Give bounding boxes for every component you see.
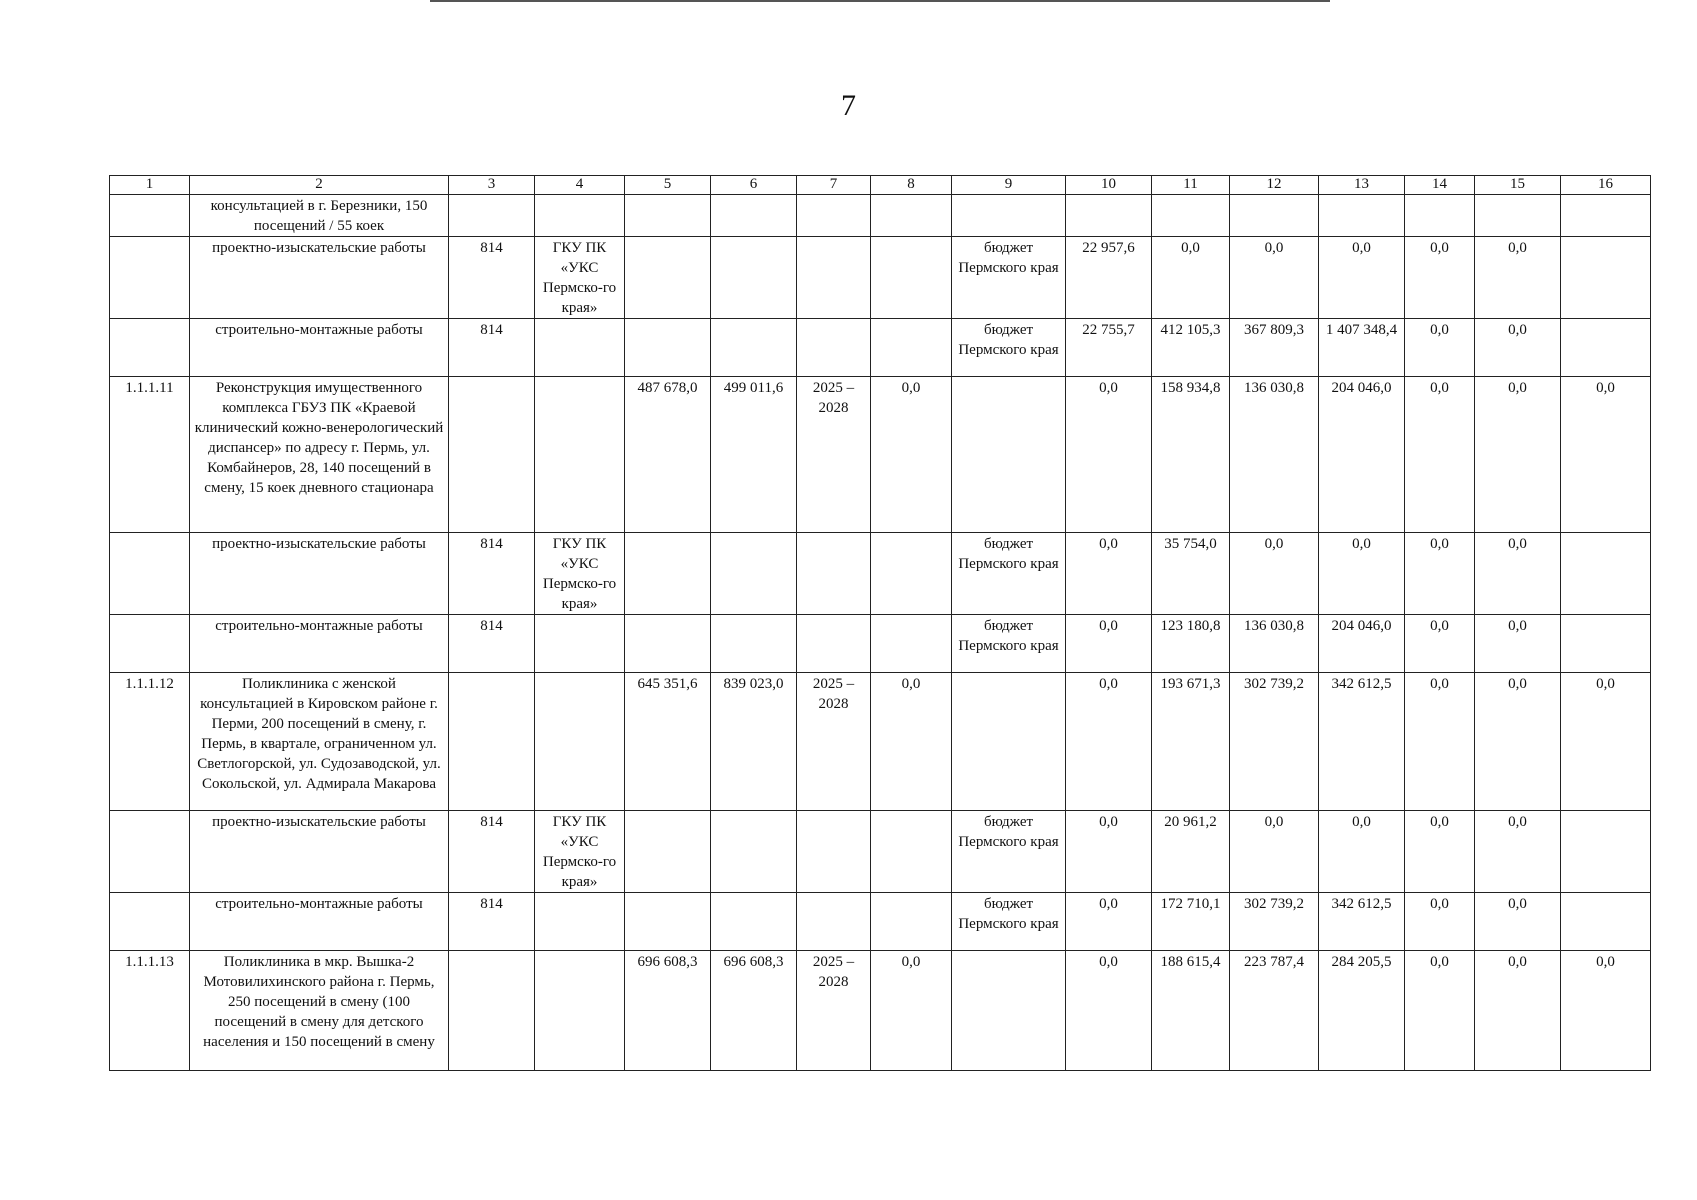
value-cell	[1475, 195, 1561, 237]
source-cell: бюджет Пермского края	[952, 237, 1066, 319]
value-cell	[1230, 195, 1319, 237]
value-cell: 302 739,2	[1230, 893, 1319, 951]
value-cell: 0,0	[1066, 615, 1152, 673]
cost-cell: 487 678,0	[625, 377, 711, 533]
value-cell: 0,0	[871, 673, 952, 811]
value-cell: 0,0	[1561, 673, 1651, 811]
value-cell: 0,0	[1066, 533, 1152, 615]
row-number: 1.1.1.12	[110, 673, 190, 811]
value-cell: 0,0	[1405, 893, 1475, 951]
column-header: 7	[797, 176, 871, 195]
source-cell: бюджет Пермского края	[952, 811, 1066, 893]
value-cell: 412 105,3	[1152, 319, 1230, 377]
table-row	[110, 319, 1651, 377]
value-cell: 1 407 348,4	[1319, 319, 1405, 377]
budget-table	[109, 175, 1651, 1071]
column-header: 12	[1230, 176, 1319, 195]
value-cell: 0,0	[1405, 237, 1475, 319]
source-cell: бюджет Пермского края	[952, 319, 1066, 377]
value-cell	[1561, 237, 1651, 319]
column-header: 9	[952, 176, 1066, 195]
scan-edge-line	[430, 0, 1330, 2]
executor-cell: ГКУ ПК «УКС Пермско-го края»	[535, 533, 625, 615]
executor-cell	[535, 951, 625, 1071]
table-body	[110, 176, 1651, 1071]
cost-cell: 696 608,3	[625, 951, 711, 1071]
code-cell: 814	[449, 533, 535, 615]
cost-cell	[625, 893, 711, 951]
period-cell: 2025 – 2028	[797, 377, 871, 533]
value-cell	[1561, 533, 1651, 615]
executor-cell	[535, 319, 625, 377]
column-header: 13	[1319, 176, 1405, 195]
value-cell: 0,0	[1405, 377, 1475, 533]
value-cell: 0,0	[1066, 811, 1152, 893]
source-cell	[952, 951, 1066, 1071]
row-number	[110, 237, 190, 319]
item-name: проектно-изыскательские работы	[190, 811, 449, 893]
code-cell: 814	[449, 893, 535, 951]
executor-cell	[535, 377, 625, 533]
value-cell: 204 046,0	[1319, 615, 1405, 673]
value-cell: 0,0	[1475, 811, 1561, 893]
period-cell: 2025 – 2028	[797, 673, 871, 811]
value-cell: 0,0	[1066, 673, 1152, 811]
cost-cell: 839 023,0	[711, 673, 797, 811]
cost-cell	[711, 893, 797, 951]
value-cell: 0,0	[1319, 533, 1405, 615]
value-cell: 0,0	[1561, 951, 1651, 1071]
cost-cell	[711, 533, 797, 615]
table-row	[110, 533, 1651, 615]
table-row	[110, 951, 1651, 1071]
cost-cell	[625, 533, 711, 615]
table-row	[110, 195, 1651, 237]
value-cell: 123 180,8	[1152, 615, 1230, 673]
value-cell: 0,0	[1475, 237, 1561, 319]
code-cell: 814	[449, 811, 535, 893]
value-cell: 35 754,0	[1152, 533, 1230, 615]
item-name: Реконструкция имущественного комплекса ГБУЗ ПК «Краевой клинический кожно-венерологический диспансер» по адресу г. Пермь, ул. Комбайнеров, 28, 140 посещений в смену, 15 коек дневного стационара	[190, 377, 449, 533]
value-cell: 0,0	[1475, 673, 1561, 811]
executor-cell: ГКУ ПК «УКС Пермско-го края»	[535, 237, 625, 319]
item-name: строительно-монтажные работы	[190, 893, 449, 951]
value-cell	[871, 893, 952, 951]
value-cell: 0,0	[1066, 951, 1152, 1071]
column-number-row	[110, 176, 1651, 195]
value-cell: 0,0	[871, 377, 952, 533]
column-header: 11	[1152, 176, 1230, 195]
code-cell: 814	[449, 319, 535, 377]
table-row	[110, 615, 1651, 673]
value-cell: 342 612,5	[1319, 673, 1405, 811]
row-number	[110, 319, 190, 377]
cost-cell	[625, 615, 711, 673]
column-header: 16	[1561, 176, 1651, 195]
table-row	[110, 811, 1651, 893]
code-cell	[449, 195, 535, 237]
value-cell: 0,0	[1405, 533, 1475, 615]
value-cell: 0,0	[1405, 673, 1475, 811]
period-cell	[797, 893, 871, 951]
cost-cell	[625, 195, 711, 237]
table-row	[110, 377, 1651, 533]
table-row	[110, 893, 1651, 951]
value-cell: 158 934,8	[1152, 377, 1230, 533]
value-cell: 0,0	[1152, 237, 1230, 319]
value-cell: 0,0	[1475, 615, 1561, 673]
code-cell: 814	[449, 237, 535, 319]
item-name: проектно-изыскательские работы	[190, 237, 449, 319]
source-cell	[952, 673, 1066, 811]
row-number	[110, 811, 190, 893]
row-number: 1.1.1.11	[110, 377, 190, 533]
value-cell	[871, 237, 952, 319]
period-cell: 2025 – 2028	[797, 951, 871, 1071]
value-cell: 0,0	[1475, 893, 1561, 951]
period-cell	[797, 615, 871, 673]
value-cell: 342 612,5	[1319, 893, 1405, 951]
period-cell	[797, 533, 871, 615]
code-cell	[449, 951, 535, 1071]
value-cell: 22 957,6	[1066, 237, 1152, 319]
item-name: консультацией в г. Березники, 150 посещений / 55 коек	[190, 195, 449, 237]
value-cell: 0,0	[1475, 319, 1561, 377]
cost-cell	[711, 319, 797, 377]
column-header: 4	[535, 176, 625, 195]
value-cell: 0,0	[1475, 951, 1561, 1071]
value-cell	[1561, 811, 1651, 893]
value-cell	[1561, 195, 1651, 237]
value-cell: 136 030,8	[1230, 377, 1319, 533]
value-cell: 0,0	[1230, 533, 1319, 615]
executor-cell	[535, 195, 625, 237]
value-cell: 0,0	[1405, 319, 1475, 377]
column-header: 5	[625, 176, 711, 195]
value-cell	[1066, 195, 1152, 237]
code-cell	[449, 673, 535, 811]
column-header: 3	[449, 176, 535, 195]
value-cell: 302 739,2	[1230, 673, 1319, 811]
cost-cell	[711, 811, 797, 893]
value-cell: 0,0	[1475, 377, 1561, 533]
column-header: 14	[1405, 176, 1475, 195]
value-cell: 0,0	[1475, 533, 1561, 615]
value-cell	[871, 533, 952, 615]
value-cell: 0,0	[1405, 951, 1475, 1071]
value-cell: 136 030,8	[1230, 615, 1319, 673]
value-cell: 0,0	[1066, 893, 1152, 951]
column-header: 8	[871, 176, 952, 195]
period-cell	[797, 811, 871, 893]
item-name: проектно-изыскательские работы	[190, 533, 449, 615]
source-cell: бюджет Пермского края	[952, 615, 1066, 673]
value-cell: 193 671,3	[1152, 673, 1230, 811]
executor-cell	[535, 615, 625, 673]
value-cell	[1561, 615, 1651, 673]
value-cell	[1152, 195, 1230, 237]
column-header: 15	[1475, 176, 1561, 195]
value-cell	[1561, 893, 1651, 951]
source-cell: бюджет Пермского края	[952, 893, 1066, 951]
item-name: строительно-монтажные работы	[190, 319, 449, 377]
value-cell: 22 755,7	[1066, 319, 1152, 377]
cost-cell	[625, 319, 711, 377]
source-cell: бюджет Пермского края	[952, 533, 1066, 615]
value-cell	[871, 615, 952, 673]
value-cell	[1319, 195, 1405, 237]
value-cell: 284 205,5	[1319, 951, 1405, 1071]
item-name: Поликлиника с женской консультацией в Кировском районе г. Перми, 200 посещений в смену, г. Пермь, в квартале, ограниченном ул. Светлогорской, ул. Судозаводской, ул. Сокольской, ул. Адмирала Макарова	[190, 673, 449, 811]
row-number	[110, 195, 190, 237]
value-cell: 367 809,3	[1230, 319, 1319, 377]
value-cell: 172 710,1	[1152, 893, 1230, 951]
column-header: 6	[711, 176, 797, 195]
column-header: 10	[1066, 176, 1152, 195]
executor-cell	[535, 673, 625, 811]
executor-cell	[535, 893, 625, 951]
executor-cell: ГКУ ПК «УКС Пермско-го края»	[535, 811, 625, 893]
period-cell	[797, 319, 871, 377]
cost-cell	[711, 237, 797, 319]
value-cell: 0,0	[1405, 615, 1475, 673]
value-cell	[871, 195, 952, 237]
value-cell: 223 787,4	[1230, 951, 1319, 1071]
cost-cell	[711, 615, 797, 673]
value-cell: 0,0	[1230, 237, 1319, 319]
item-name: Поликлиника в мкр. Вышка-2 Мотовилихинского района г. Пермь, 250 посещений в смену (100 посещений в смену для детского населения и 150 посещений в смену	[190, 951, 449, 1071]
code-cell: 814	[449, 615, 535, 673]
value-cell: 0,0	[1066, 377, 1152, 533]
code-cell	[449, 377, 535, 533]
value-cell: 0,0	[1230, 811, 1319, 893]
page-number: 7	[841, 89, 856, 122]
value-cell: 204 046,0	[1319, 377, 1405, 533]
table-row	[110, 237, 1651, 319]
value-cell: 0,0	[1319, 237, 1405, 319]
value-cell	[871, 811, 952, 893]
value-cell	[1405, 195, 1475, 237]
cost-cell: 696 608,3	[711, 951, 797, 1071]
value-cell	[871, 319, 952, 377]
cost-cell: 499 011,6	[711, 377, 797, 533]
value-cell: 188 615,4	[1152, 951, 1230, 1071]
period-cell	[797, 237, 871, 319]
value-cell: 20 961,2	[1152, 811, 1230, 893]
cost-cell: 645 351,6	[625, 673, 711, 811]
cost-cell	[711, 195, 797, 237]
cost-cell	[625, 811, 711, 893]
row-number	[110, 615, 190, 673]
period-cell	[797, 195, 871, 237]
value-cell: 0,0	[1405, 811, 1475, 893]
value-cell: 0,0	[1319, 811, 1405, 893]
value-cell: 0,0	[1561, 377, 1651, 533]
row-number	[110, 893, 190, 951]
value-cell	[1561, 319, 1651, 377]
column-header: 1	[110, 176, 190, 195]
row-number	[110, 533, 190, 615]
source-cell	[952, 377, 1066, 533]
source-cell	[952, 195, 1066, 237]
column-header: 2	[190, 176, 449, 195]
row-number: 1.1.1.13	[110, 951, 190, 1071]
table-row	[110, 673, 1651, 811]
item-name: строительно-монтажные работы	[190, 615, 449, 673]
value-cell: 0,0	[871, 951, 952, 1071]
cost-cell	[625, 237, 711, 319]
